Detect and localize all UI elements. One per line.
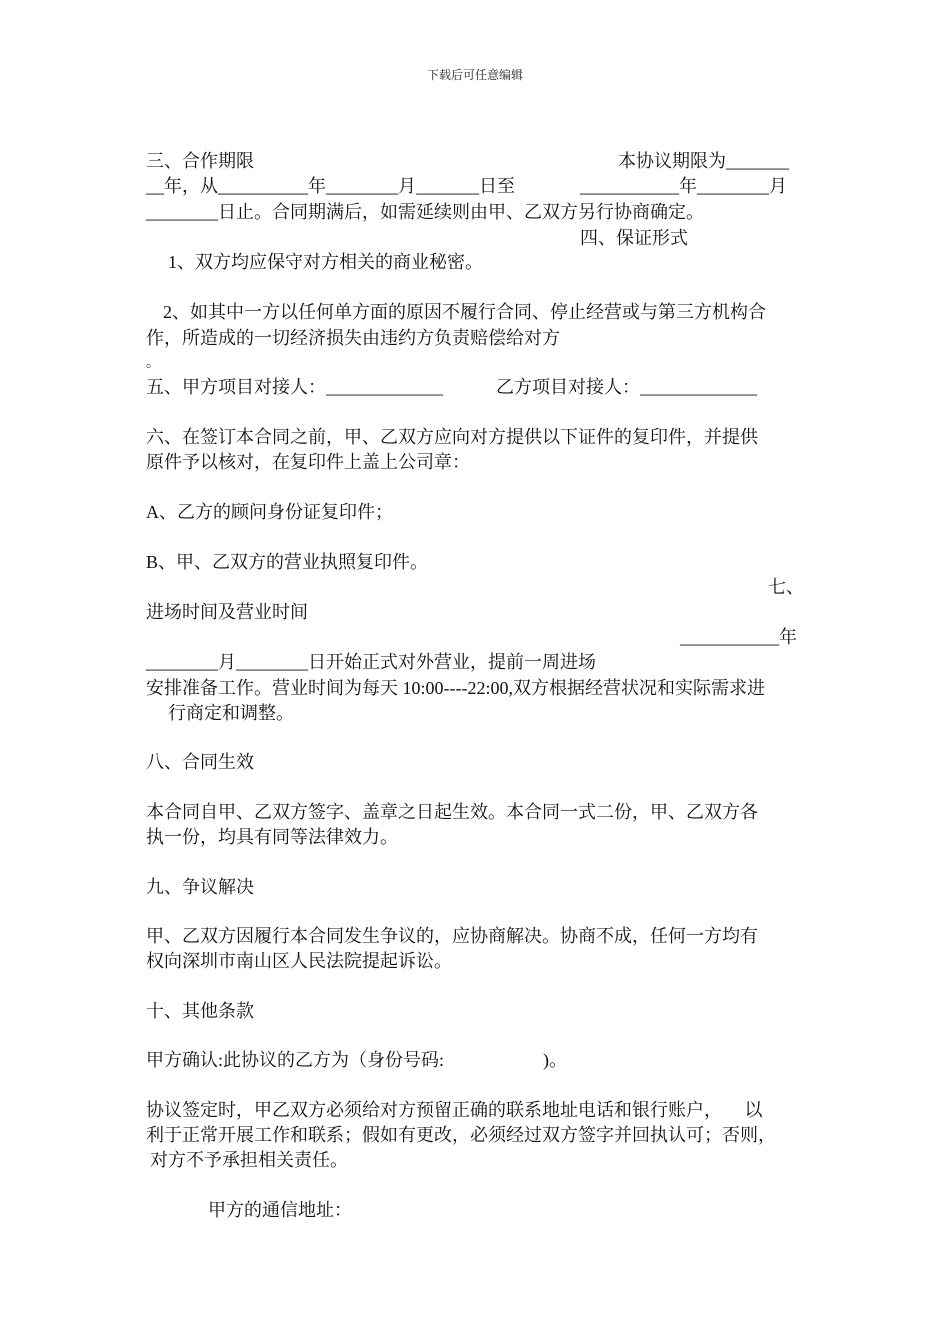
section-4-clause-1: 1、双方均应保守对方相关的商业秘密。 — [168, 252, 483, 272]
page-header-note: 下载后可任意编辑 — [426, 68, 523, 82]
section-8-line-1: 本合同自甲、乙双方签字、盖章之日起生效。本合同一式二份，甲、乙双方各 — [146, 802, 758, 822]
section-5-party-a-contact: 五、甲方项目对接人：_____________ — [146, 377, 443, 397]
section-6-line-2: 原件予以核对，在复印件上盖上公司章： — [146, 452, 470, 472]
section-4-clause-2-line-1: 2、如其中一方以任何单方面的原因不履行合同、停止经营或与第三方机构合 — [163, 302, 766, 322]
section-6-item-b: B、甲、乙双方的营业执照复印件。 — [146, 552, 429, 572]
section-7-line-2: 安排准备工作。营业时间为每天 10:00----22:00,双方根据经营状况和实际需求进 — [146, 678, 765, 698]
section-5-party-b-contact: 乙方项目对接人：_____________ — [496, 377, 757, 397]
section-10-confirmation: 甲方确认:此协议的乙方为（身份号码: )。 — [146, 1050, 567, 1070]
section-9-title: 九、争议解决 — [146, 877, 254, 897]
section-8-line-2: 执一份，均具有同等法律效力。 — [146, 827, 398, 847]
section-9-line-2: 权向深圳市南山区人民法院提起诉讼。 — [146, 951, 452, 971]
section-3-term-line: 本协议期限为_______ — [618, 151, 789, 171]
section-8-title: 八、合同生效 — [146, 752, 254, 772]
section-10-line-3: 对方不予承担相关责任。 — [150, 1150, 348, 1170]
section-10-line-1: 协议签定时，甲乙双方必须给对方预留正确的联系地址电话和银行账户， 以 — [146, 1100, 763, 1120]
section-7-title: 进场时间及营业时间 — [146, 602, 308, 622]
section-7-year: ___________年 — [680, 627, 797, 647]
section-10-title: 十、其他条款 — [146, 1001, 254, 1021]
section-9-line-1: 甲、乙双方因履行本合同发生争议的，应协商解决。协商不成，任何一方均有 — [146, 926, 758, 946]
section-10-line-2: 利于正常开展工作和联系；假如有更改，必须经过双方签字并回执认可；否则， — [146, 1125, 776, 1145]
section-7-line-1: ________月________日开始正式对外营业，提前一周进场 — [146, 652, 596, 672]
section-7-number: 七、 — [768, 577, 804, 597]
section-3-date-to: ___________年________月 — [580, 176, 787, 196]
section-4-clause-2-line-3: 。 — [146, 356, 160, 371]
section-4-title: 四、保证形式 — [580, 228, 688, 248]
party-a-mailing-address-label: 甲方的通信地址： — [208, 1200, 352, 1220]
section-6-item-a: A、乙方的顾问身份证复印件； — [146, 502, 393, 522]
section-7-line-3: 行商定和调整。 — [168, 703, 294, 723]
section-3-title: 三、合作期限 — [146, 151, 254, 171]
section-3-renewal: ________日止。合同期满后，如需延续则由甲、乙双方另行协商确定。 — [146, 202, 704, 222]
section-6-line-1: 六、在签订本合同之前，甲、乙双方应向对方提供以下证件的复印件，并提供 — [146, 427, 758, 447]
section-4-clause-2-line-2: 作，所造成的一切经济损失由违约方负责赔偿给对方 — [146, 328, 560, 348]
section-3-date-from: __年，从__________年________月_______日至 — [146, 176, 515, 196]
